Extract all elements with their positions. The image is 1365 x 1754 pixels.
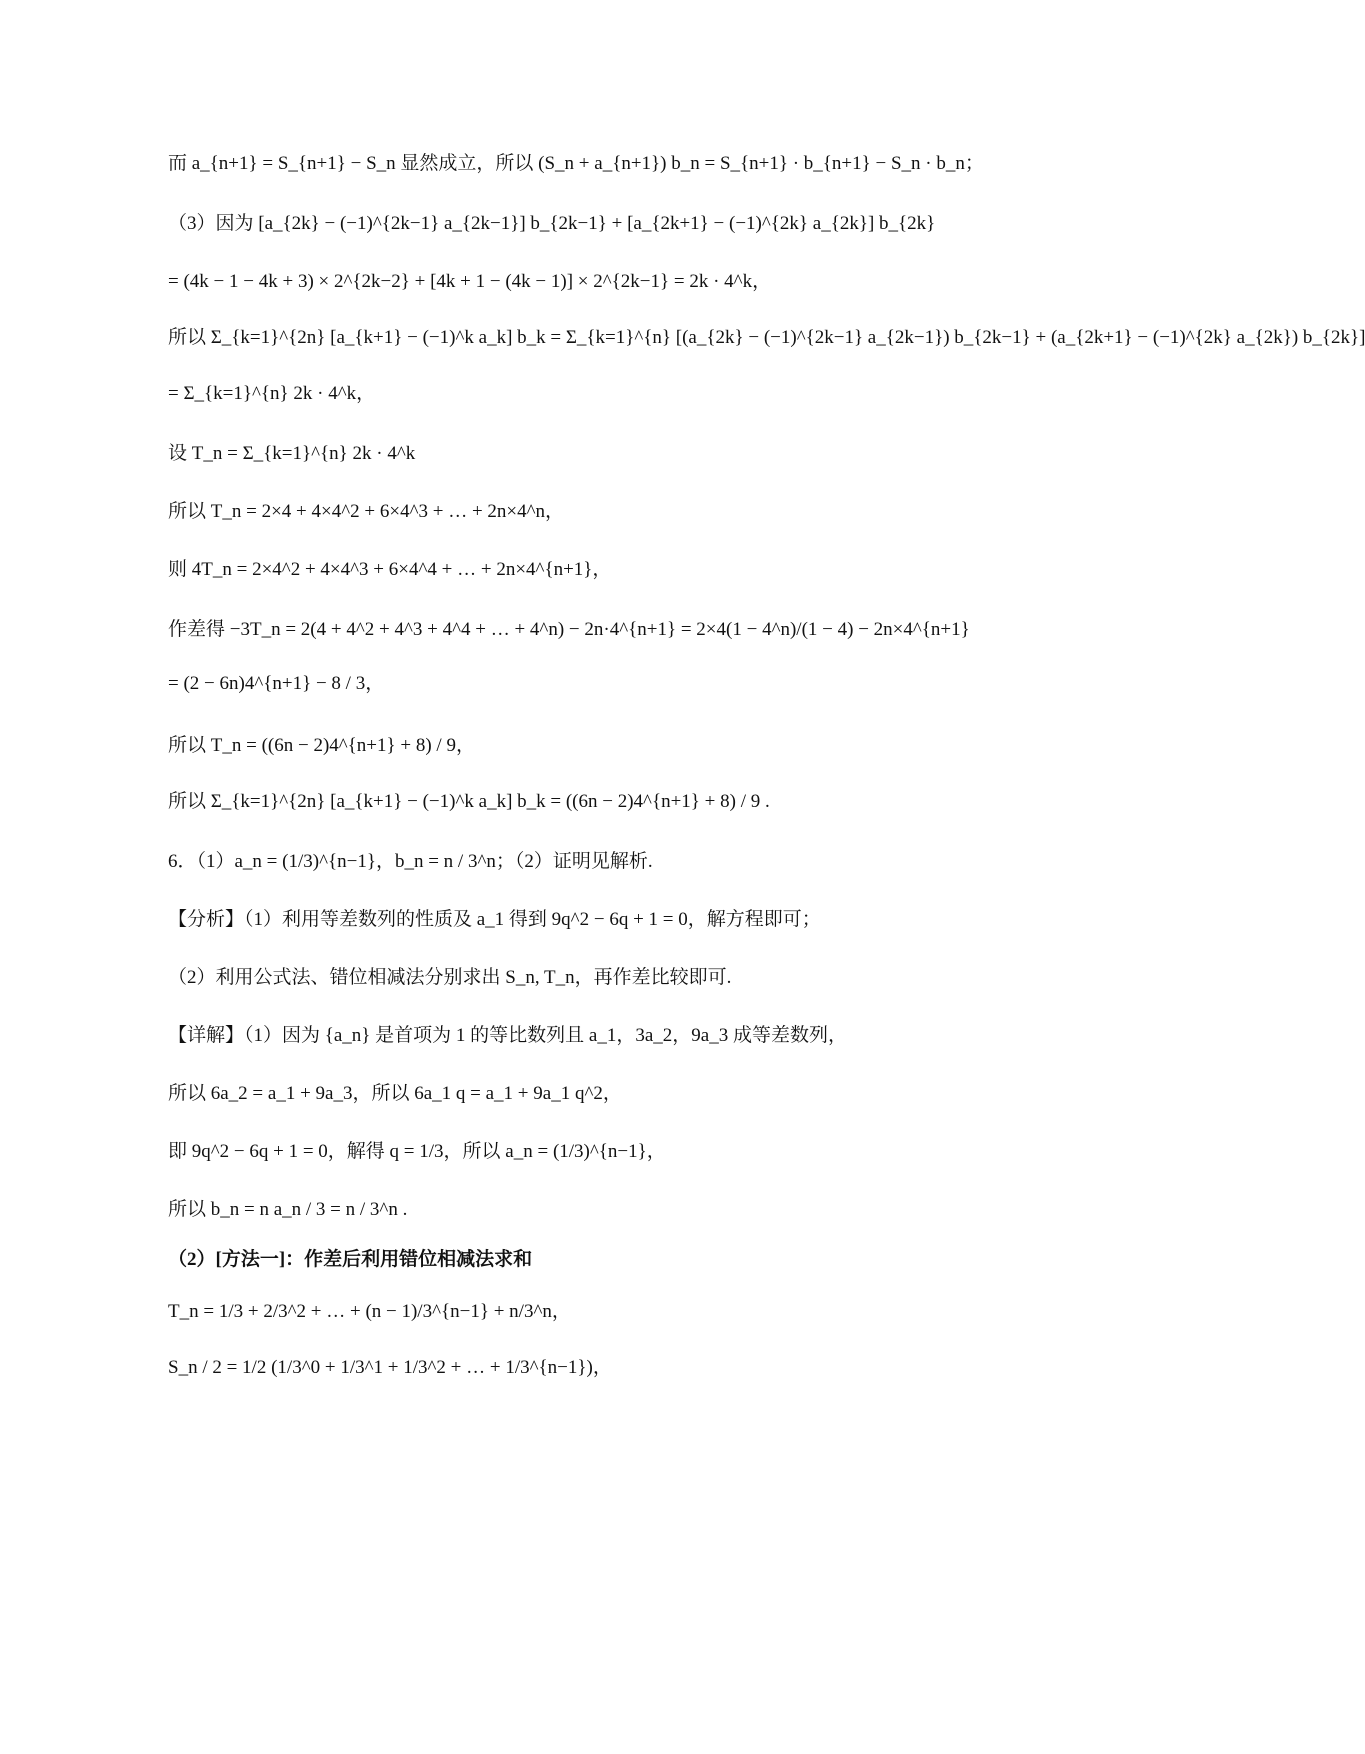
text-line-10-content: = (2 − 6n)4^{n+1} − 8 / 3， — [168, 673, 385, 694]
text-line-19-content: 所以 b_n = n a_n / 3 = n / 3^n . — [168, 1199, 408, 1220]
text-line-12-content: 所以 Σ_{k=1}^{2n} [a_{k+1} − (−1)^k a_k] b_k = ((6n − 2)4^{n+1} + 8) / 9 . — [168, 791, 770, 812]
text-line-14-content: 【分析】（1）利用等差数列的性质及 a_1 得到 9q^2 − 6q + 1 = 0，解方程即可； — [168, 909, 821, 930]
text-line-7-content: 所以 T_n = 2×4 + 4×4^2 + 6×4^3 + … + 2n×4^n， — [168, 501, 565, 522]
text-line-16-content: 【详解】（1）因为 {a_n} 是首项为 1 的等比数列且 a_1，3a_2，9a_3 成等差数列， — [168, 1025, 847, 1046]
text-line-5-content: = Σ_{k=1}^{n} 2k · 4^k， — [168, 383, 376, 404]
text-line-15-content: （2）利用公式法、错位相减法分别求出 S_n, T_n，再作差比较即可. — [168, 967, 732, 988]
text-line-6-content: 设 T_n = Σ_{k=1}^{n} 2k · 4^k — [168, 443, 416, 464]
text-line-4-content: 所以 Σ_{k=1}^{2n} [a_{k+1} − (−1)^k a_k] b_k = Σ_{k=1}^{n} [(a_{2k} − (−1)^{2k−1} a_{2k−1}) b_{2k−1} + (a_{2k+1} − (−1)^{2k} a_{2k}) b_{2k}] — [168, 327, 1365, 348]
text-line-17-content: 所以 6a_2 = a_1 + 9a_3，所以 6a_1 q = a_1 + 9a_1 q^2， — [168, 1083, 622, 1104]
text-line-3-content: = (4k − 1 − 4k + 3) × 2^{2k−2} + [4k + 1 − (4k − 1)] × 2^{2k−1} = 2k · 4^k， — [168, 271, 772, 292]
text-line-1-content: 而 a_{n+1} = S_{n+1} − S_n 显然成立，所以 (S_n + a_{n+1}) b_n = S_{n+1} · b_{n+1} − S_n · b_n； — [168, 153, 984, 174]
text-line-21-content: T_n = 1/3 + 2/3^2 + … + (n − 1)/3^{n−1} + n/3^n， — [168, 1301, 571, 1322]
text-line-13-content: 6．（1）a_n = (1/3)^{n−1}，b_n = n / 3^n；（2）证明见解析. — [168, 851, 653, 872]
text-line-22-content: S_n / 2 = 1/2 (1/3^0 + 1/3^1 + 1/3^2 + … + 1/3^{n−1})， — [168, 1357, 612, 1378]
text-line-18-content: 即 9q^2 − 6q + 1 = 0，解得 q = 1/3，所以 a_n = (1/3)^{n−1}， — [168, 1141, 666, 1162]
text-line-2-content: （3）因为 [a_{2k} − (−1)^{2k−1} a_{2k−1}] b_{2k−1} + [a_{2k+1} − (−1)^{2k} a_{2k}] b_{2k} — [168, 213, 936, 234]
text-line-8-content: 则 4T_n = 2×4^2 + 4×4^3 + 6×4^4 + … + 2n×4^{n+1}， — [168, 559, 612, 580]
text-line-11-content: 所以 T_n = ((6n − 2)4^{n+1} + 8) / 9， — [168, 735, 475, 756]
text-line-20-content: （2）[方法一]：作差后利用错位相减法求和 — [168, 1249, 533, 1270]
text-line-9-content: 作差得 −3T_n = 2(4 + 4^2 + 4^3 + 4^4 + … + 4^n) − 2n·4^{n+1} = 2×4(1 − 4^n)/(1 − 4) − 2n×4^{n+1} — [168, 619, 970, 640]
